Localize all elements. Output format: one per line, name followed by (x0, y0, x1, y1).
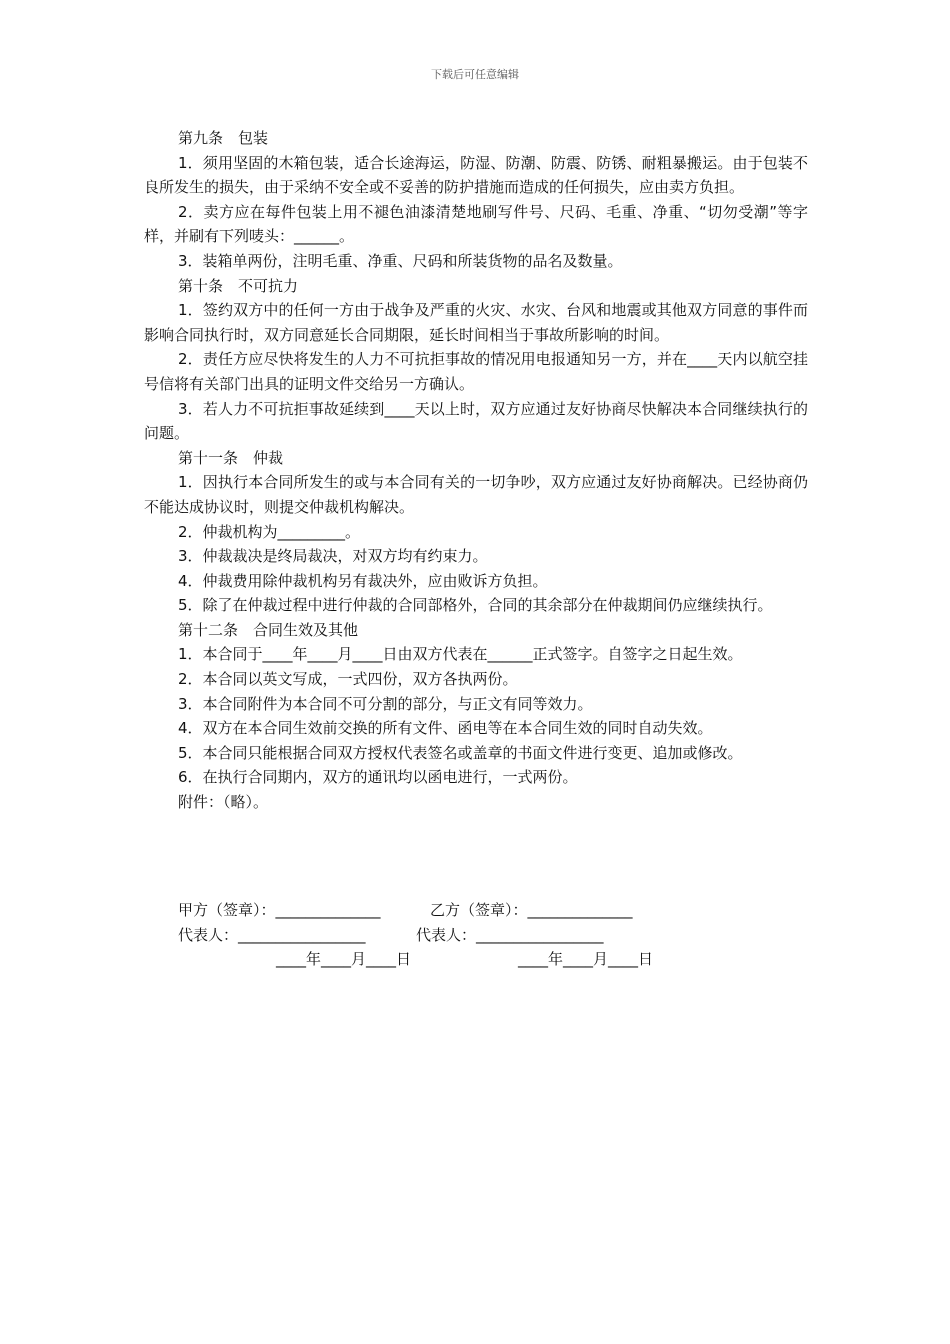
contract-body (144, 126, 808, 815)
article-9-clause-2: 2．卖方应在每件包装上用不褪色油漆清楚地刷写件号、尺码、毛重、净重、“切勿受潮”等字样，并刷有下列唛头：______。 (144, 202, 808, 246)
article-10-clause-1: 1．签约双方中的任何一方由于战争及严重的火灾、水灾、台风和地震或其他双方同意的事件而影响合同执行时，双方同意延长合同期限，延长时间相当于事故所影响的时间。 (144, 301, 808, 344)
article-12-title: 第十二条 合同生效及其他 (178, 620, 359, 639)
party-a-representative-line: 代表人：_________________ (178, 925, 366, 944)
attachment-note: 附件：（略）。 (178, 793, 269, 812)
header-note: 下载后可任意编辑 (431, 68, 519, 81)
article-11-clause-5: 5．除了在仲裁过程中进行仲裁的合同部格外，合同的其余部分在仲裁期间仍应继续执行。 (178, 596, 773, 615)
article-11-title: 第十一条 仲裁 (178, 448, 284, 467)
party-a-date-line: ____年____月____日 (276, 950, 412, 969)
article-12-clause-2: 2．本合同以英文写成，一式四份，双方各执两份。 (178, 670, 518, 689)
article-12-clause-1: 1．本合同于____年____月____日由双方代表在______正式签字。自签字之日起生效。 (178, 645, 743, 664)
article-10-clause-2: 2．责任方应尽快将发生的人力不可抗拒事故的情况用电报通知另一方，并在____天内以航空挂号信将有关部门出具的证明文件交给另一方确认。 (144, 350, 808, 393)
article-12-clause-4: 4．双方在本合同生效前交换的所有文件、函电等在本合同生效的同时自动失效。 (178, 719, 713, 738)
article-10-title: 第十条 不可抗力 (178, 276, 299, 295)
party-b-date-line: ____年____月____日 (518, 950, 654, 969)
party-b-seal-line: 乙方（签章）：______________ (430, 901, 633, 919)
party-b-representative-line: 代表人：_________________ (416, 925, 604, 944)
signature-block (178, 898, 654, 1070)
article-12-clause-6: 6．在执行合同期内，双方的通讯均以函电进行，一式两份。 (178, 768, 578, 787)
article-11-clause-2: 2．仲裁机构为_________。 (178, 522, 361, 541)
article-12-clause-3: 3．本合同附件为本合同不可分割的部分，与正文有同等效力。 (178, 694, 593, 713)
article-11-clause-3: 3．仲裁裁决是终局裁决，对双方均有约束力。 (178, 547, 488, 566)
article-12-clause-5: 5．本合同只能根据合同双方授权代表签名或盖章的书面文件进行变更、追加或修改。 (178, 743, 743, 762)
article-9-clause-1: 1．须用坚固的木箱包装，适合长途海运，防湿、防潮、防震、防锈、耐粗暴搬运。由于包装不良所发生的损失，由于采纳不安全或不妥善的防护措施而造成的任何损失，应由卖方负担。 (144, 153, 808, 197)
article-9-title: 第九条 包装 (178, 129, 269, 147)
party-a-seal-line: 甲方（签章）：______________ (178, 901, 381, 919)
article-9-clause-3: 3．装箱单两份，注明毛重、净重、尺码和所装货物的品名及数量。 (178, 251, 623, 270)
article-11-clause-1: 1．因执行本合同所发生的或与本合同有关的一切争吵，双方应通过友好协商解决。已经协商仍不能达成协议时，则提交仲裁机构解决。 (144, 473, 808, 516)
article-11-clause-4: 4．仲裁费用除仲裁机构另有裁决外，应由败诉方负担。 (178, 571, 548, 590)
article-10-clause-3: 3．若人力不可抗拒事故延续到____天以上时，双方应通过友好协商尽快解决本合同继续执行的问题。 (144, 399, 808, 443)
